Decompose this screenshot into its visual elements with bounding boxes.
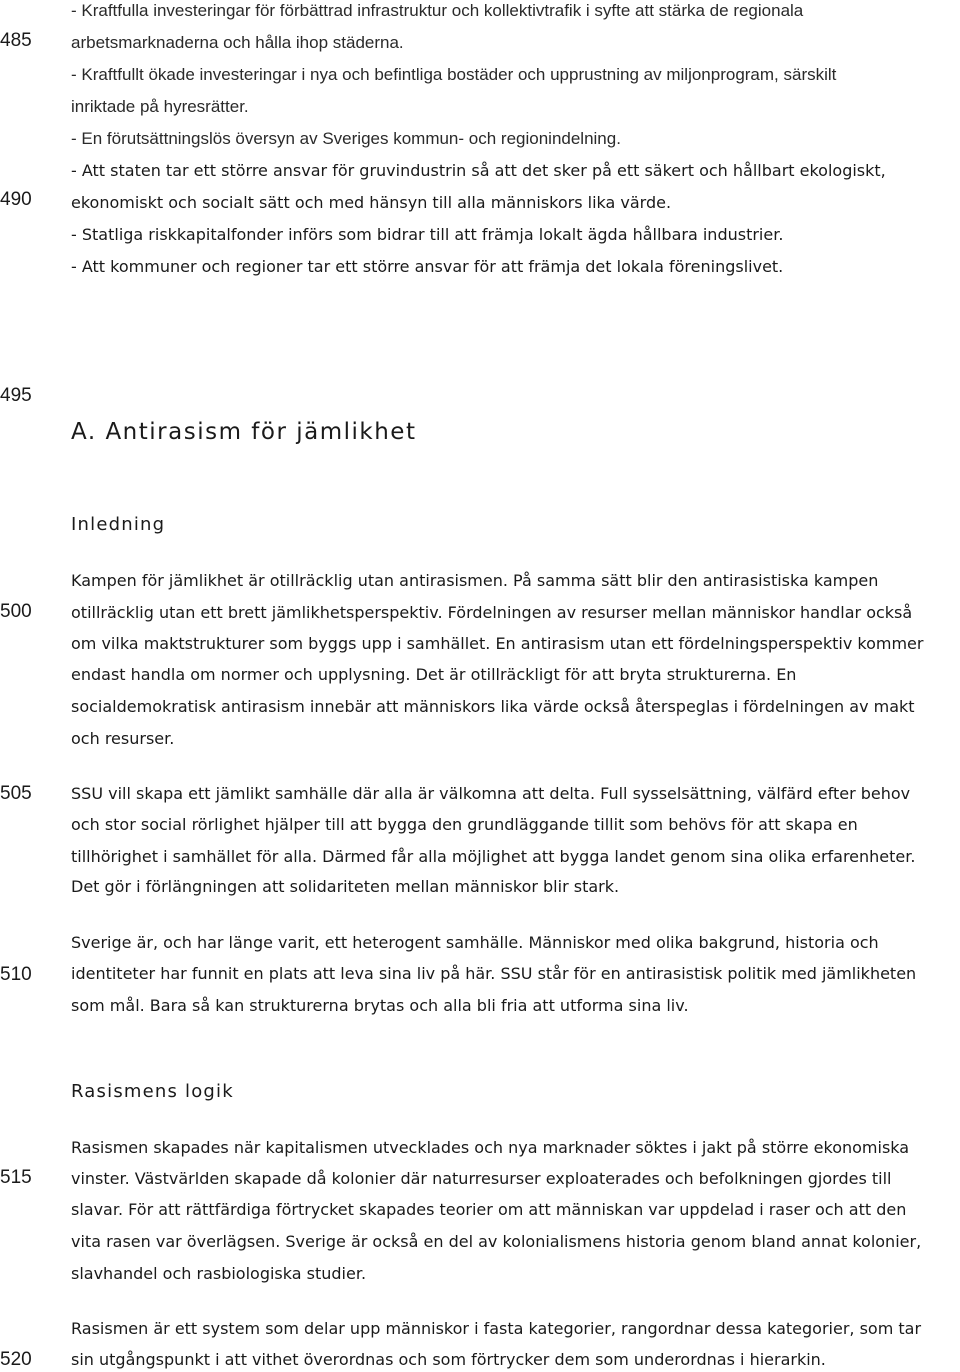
line-number: 495 bbox=[0, 385, 32, 406]
demand-line: - En förutsättningslös översyn av Sveriges kommun- och regionindelning. bbox=[71, 129, 621, 148]
paragraph-line: Rasismen är ett system som delar upp människor i fasta kategorier, rangordnar dessa kategorier, som tar bbox=[71, 1319, 922, 1338]
paragraph-line: identiteter har funnit en plats att leva sina liv på här. SSU står för en antirasistisk politik med jämlikheten bbox=[71, 964, 917, 983]
paragraph-line: slavhandel och rasbiologiska studier. bbox=[71, 1264, 367, 1283]
paragraph-line: Rasismen skapades när kapitalismen utvecklades och nya marknader söktes i jakt på större ekonomiska bbox=[71, 1138, 910, 1157]
demand-line: inriktade på hyresrätter. bbox=[71, 97, 249, 116]
demand-line: - Att staten tar ett större ansvar för gruvindustrin så att det sker på ett säkert och hållbart ekologiskt, bbox=[71, 161, 886, 180]
line-number: 500 bbox=[0, 601, 32, 622]
demand-line: arbetsmarknaderna och hålla ihop städerna. bbox=[71, 33, 404, 52]
paragraph-line: Kampen för jämlikhet är otillräcklig utan antirasismen. På samma sätt blir den antirasistiska kampen bbox=[71, 571, 879, 590]
demand-line: - Att kommuner och regioner tar ett större ansvar för att främja det lokala föreningslivet. bbox=[71, 257, 784, 276]
paragraph-line: vita rasen var överlägsen. Sverige är också en del av kolonialismens historia genom bland annat kolonier, bbox=[71, 1232, 922, 1251]
paragraph-line: SSU vill skapa ett jämlikt samhälle där alla är välkomna att delta. Full sysselsättning, välfärd efter behov bbox=[71, 784, 911, 803]
paragraph-line: Sverige är, och har länge varit, ett heterogent samhälle. Människor med olika bakgrund, historia och bbox=[71, 933, 879, 952]
line-number: 515 bbox=[0, 1167, 32, 1188]
paragraph-line: som mål. Bara så kan strukturerna brytas och alla bli fria att utforma sina liv. bbox=[71, 996, 689, 1015]
demand-line: - Statliga riskkapitalfonder införs som bidrar till att främja lokalt ägda hållbara industrier. bbox=[71, 225, 784, 244]
line-number: 505 bbox=[0, 783, 32, 804]
line-number: 490 bbox=[0, 189, 32, 210]
paragraph-line: socialdemokratisk antirasism innebär att människors lika värde också återspeglas i fördelningen av makt bbox=[71, 697, 915, 716]
paragraph-line: Det gör i förlängningen att solidariteten mellan människor blir stark. bbox=[71, 877, 620, 896]
line-number: 485 bbox=[0, 30, 32, 51]
paragraph-line: tillhörighet i samhället för alla. Därmed får alla möjlighet att bygga landet genom sina olika erfarenheter. bbox=[71, 847, 916, 866]
paragraph-line: vinster. Västvärlden skapade då kolonier där naturresurser exploaterades och befolkningen gjordes till bbox=[71, 1169, 892, 1188]
paragraph-line: sin utgångspunkt i att vithet överordnas och som förtrycker dem som underordnas i hierarkin. bbox=[71, 1350, 826, 1369]
subheading-rasismens-logik: Rasismens logik bbox=[71, 1081, 234, 1102]
line-number: 510 bbox=[0, 964, 32, 985]
paragraph-line: och stor social rörlighet hjälper till att bygga den grundläggande tillit som behövs för att skapa en bbox=[71, 815, 858, 834]
paragraph-line: endast handla om normer och upplysning. Det är otillräckligt för att bryta strukturerna. En bbox=[71, 665, 797, 684]
paragraph-line: otillräcklig utan ett brett jämlikhetsperspektiv. Fördelningen av resurser mellan människor handlar också bbox=[71, 603, 913, 622]
section-title: A. Antirasism för jämlikhet bbox=[71, 419, 417, 445]
line-number: 520 bbox=[0, 1349, 32, 1370]
demand-line: ekonomiskt och socialt sätt och med hänsyn till alla människors lika värde. bbox=[71, 193, 672, 212]
paragraph-line: om vilka maktstrukturer som byggs upp i samhället. En antirasism utan ett fördelningsperspektiv kommer bbox=[71, 634, 924, 653]
paragraph-line: och resurser. bbox=[71, 729, 175, 748]
demand-line: - Kraftfullt ökade investeringar i nya och befintliga bostäder och upprustning av miljonprogram, särskilt bbox=[71, 65, 837, 84]
subheading-inledning: Inledning bbox=[71, 514, 166, 535]
demand-line: - Kraftfulla investeringar för förbättrad infrastruktur och kollektivtrafik i syfte att stärka de regionala bbox=[71, 1, 804, 20]
paragraph-line: slavar. För att rättfärdiga förtrycket skapades teorier om att människan var uppdelad i raser och att den bbox=[71, 1200, 907, 1219]
